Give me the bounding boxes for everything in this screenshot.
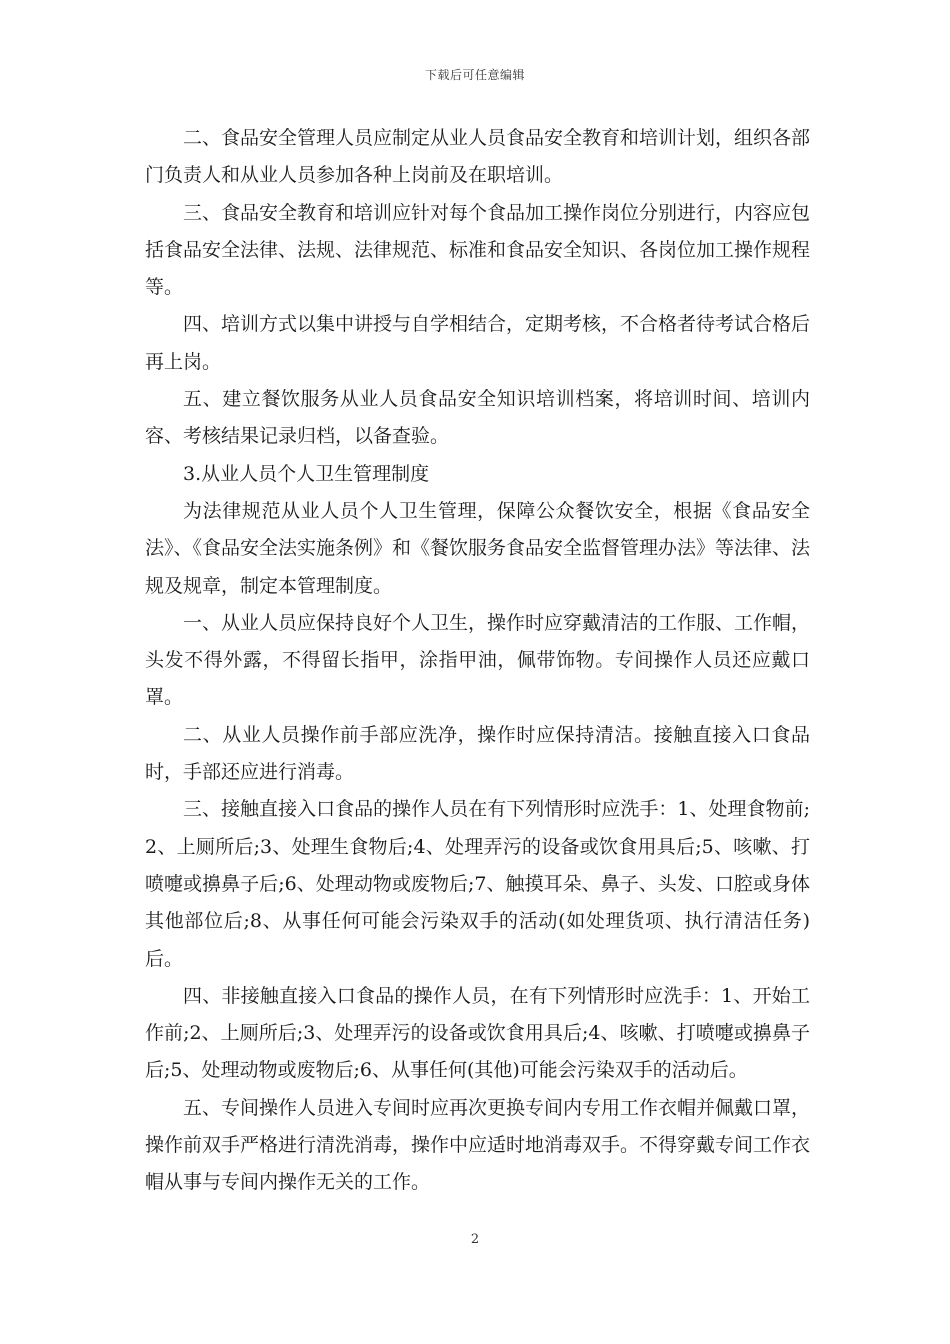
paragraph-training-plan: 二、食品安全管理人员应制定从业人员食品安全教育和培训计划，组织各部门负责人和从业人员参加各种上岗前及在职培训。 — [145, 127, 811, 187]
paragraph-hand-cleaning: 二、从业人员操作前手部应洗净，操作时应保持清洁。接触直接入口食品时，手部还应进行消毒。 — [145, 723, 810, 784]
page-header: 下载后可任意编辑 — [424, 68, 525, 82]
paragraph-hygiene-purpose: 为法律规范从业人员个人卫生管理，保障公众餐饮安全，根据《食品安全法》、《食品安全法实施条例》和《餐饮服务食品安全监督管理办法》等法律、法规及规章，制定本管理制度。 — [145, 499, 811, 597]
paragraph-handwash-direct: 三、接触直接入口食品的操作人员在有下列情形时应洗手：1、处理食物前;2、上厕所后;3、处理生食物后;4、处理弄污的设备或饮食用具后;5、咳嗽、打喷嚏或擤鼻子后;6、处理动物或废物后;7、触摸耳朵、鼻子、头发、口腔或身体其他部位后;8、从事任何可能会污染双手的活动(如处理货项、执行清洁任务)后。 — [145, 798, 810, 970]
paragraph-dedicated-room: 五、专间操作人员进入专间时应再次更换专间内专用工作衣帽并佩戴口罩，操作前双手严格进行清洗消毒，操作中应适时地消毒双手。不得穿戴专间工作衣帽从事与专间内操作无关的工作。 — [145, 1096, 811, 1194]
section-heading-hygiene: 3.从业人员个人卫生管理制度 — [183, 462, 430, 485]
paragraph-handwash-indirect: 四、非接触直接入口食品的操作人员，在有下列情形时应洗手：1、开始工作前;2、上厕所后;3、处理弄污的设备或饮食用具后;4、咳嗽、打喷嚏或擤鼻子后;5、处理动物或废物后;6、从事任何(其他)可能会污染双手的活动后。 — [145, 984, 810, 1082]
page-number: 2 — [470, 1232, 480, 1247]
paragraph-training-method: 四、培训方式以集中讲授与自学相结合，定期考核，不合格者待考试合格后再上岗。 — [145, 313, 811, 373]
paragraph-personal-hygiene: 一、从业人员应保持良好个人卫生，操作时应穿戴清洁的工作服、工作帽，头发不得外露，不得留长指甲，涂指甲油，佩带饰物。专间操作人员还应戴口罩。 — [145, 611, 811, 709]
paragraph-training-content: 三、食品安全教育和培训应针对每个食品加工操作岗位分别进行，内容应包括食品安全法律、法规、法律规范、标准和食品安全知识、各岗位加工操作规程等。 — [145, 201, 811, 299]
paragraph-training-archive: 五、建立餐饮服务从业人员食品安全知识培训档案，将培训时间、培训内容、考核结果记录归档，以备查验。 — [145, 388, 810, 448]
document-body — [145, 120, 810, 1202]
